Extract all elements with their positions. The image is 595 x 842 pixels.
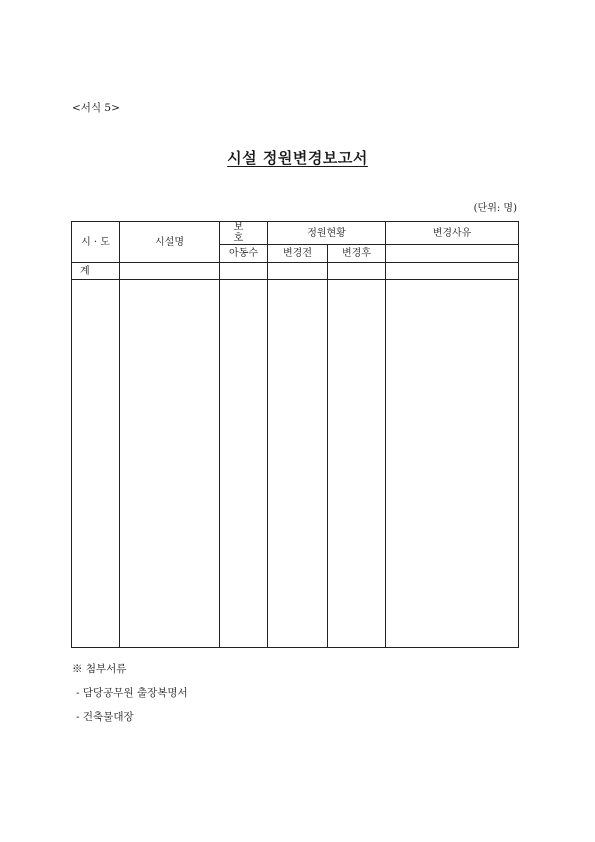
table-header-row-1 [72,222,519,245]
header-before-change: 변경전 [268,245,328,263]
attachment-item: - 담당공무원 출장복명서 [76,687,188,699]
header-reason-blank [386,245,519,263]
unit-label: (단위: 명) [473,203,517,214]
total-cell-facility[interactable] [120,263,220,280]
attachment-item: - 건축물대장 [76,711,134,723]
body-cell-children[interactable] [220,280,268,648]
total-cell-before[interactable] [268,263,328,280]
body-cell-region[interactable] [72,280,120,648]
page-title-container [0,147,595,168]
header-children-bottom: 아동수 [220,245,268,263]
header-children-top-text: 보 호 [233,222,254,244]
form-number: <서식 5> [72,102,120,114]
total-cell-after[interactable] [328,263,386,280]
total-cell-reason[interactable] [386,263,519,280]
attachments-section [72,661,188,733]
table-total-row [72,263,519,280]
body-cell-reason[interactable] [386,280,519,648]
report-table [71,221,519,648]
header-facility-name: 시설명 [120,222,220,263]
header-region: 시 · 도 [72,222,120,263]
header-children-top [220,222,268,245]
page-title: 시설 정원변경보고서 [227,149,368,167]
header-after-change: 변경후 [328,245,386,263]
body-cell-before[interactable] [268,280,328,648]
table-body-row [72,280,519,648]
total-label: 계 [72,263,120,280]
attachments-heading: ※ 첨부서류 [72,663,127,675]
total-cell-children[interactable] [220,263,268,280]
header-capacity-status: 정원현황 [268,222,386,245]
body-cell-facility[interactable] [120,280,220,648]
body-cell-after[interactable] [328,280,386,648]
header-change-reason: 변경사유 [386,222,519,245]
